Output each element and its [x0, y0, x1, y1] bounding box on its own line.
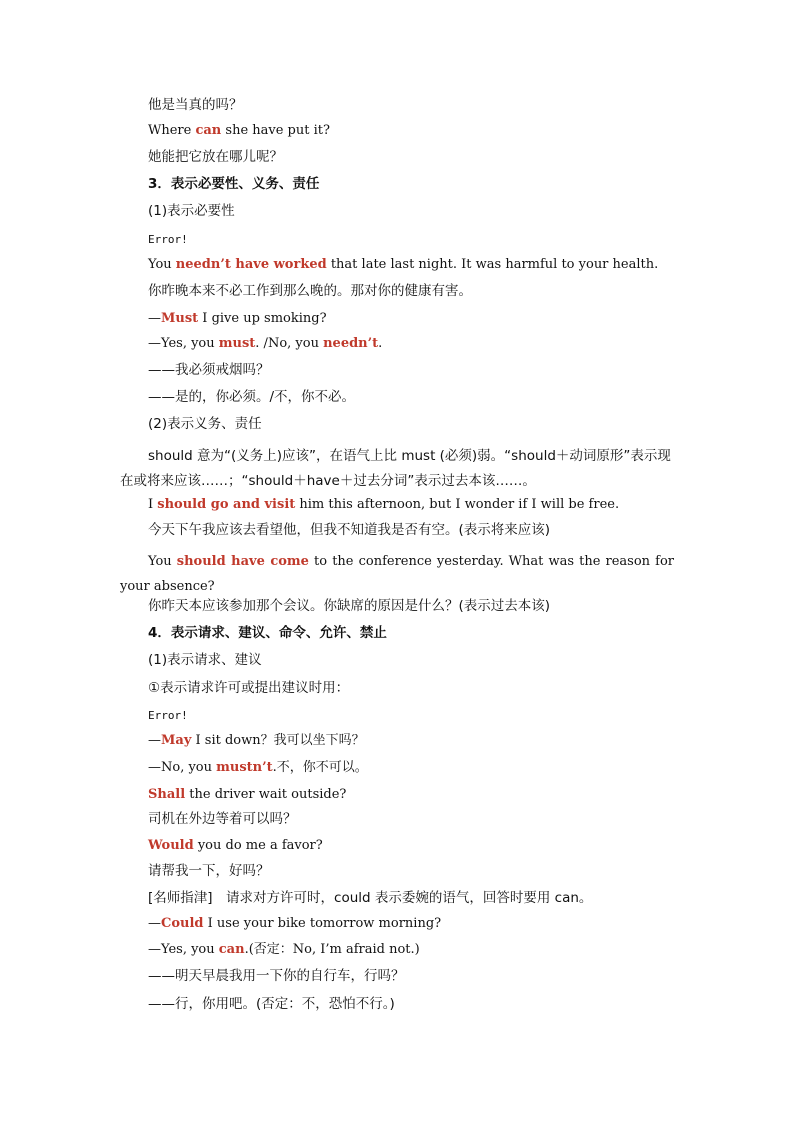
section-heading-4 — [148, 625, 387, 641]
error-marker-2 — [148, 708, 188, 724]
section-heading-3 — [148, 176, 319, 192]
text-segment: You — [148, 554, 177, 569]
text-segment: should 意为“(义务上)应该”，在语气上比 must (必须)弱。“should＋动词原形”表示现在或将来应该……；“should＋have＋过去分词”表示过去本该……。 — [120, 448, 671, 489]
line-2 — [148, 123, 330, 139]
text-segment: 4．表示请求、建议、命令、允许、禁止 — [148, 625, 387, 641]
text-segment: you do me a favor? — [193, 838, 323, 853]
highlighted-modal: May — [161, 733, 192, 748]
text-segment: 你昨晚本来不必工作到那么晚的。那对你的健康有害。 — [148, 283, 472, 299]
text-segment: 她能把它放在哪儿呢？ — [148, 149, 283, 165]
text-segment: —No, you — [148, 760, 217, 775]
text-segment: 今天下午我应该去看望他，但我不知道我是否有空。(表示将来应该) — [148, 522, 551, 538]
text-segment: .不，你不可以。 — [272, 760, 368, 775]
highlighted-modal: can — [218, 942, 245, 957]
text-segment: I give up smoking? — [198, 311, 327, 326]
subheading-request — [148, 652, 262, 668]
text-segment: ——行，你用吧。(否定：不，恐怕不行。) — [148, 996, 395, 1012]
line-24 — [148, 760, 368, 776]
highlighted-modal: Could — [161, 916, 204, 931]
text-segment: ——明天早晨我用一下你的自行车，行吗？ — [148, 968, 405, 984]
line-8 — [148, 283, 472, 299]
line-27 — [148, 838, 323, 854]
line-23 — [148, 733, 365, 749]
text-segment: (2)表示义务、责任 — [148, 416, 262, 432]
line-33 — [148, 996, 395, 1012]
text-segment: — — [148, 916, 161, 931]
text-segment: . — [378, 336, 383, 351]
line-32 — [148, 968, 405, 984]
text-segment: 你昨天本应该参加那个会议。你缺席的原因是什么？(表示过去本该) — [148, 598, 551, 614]
line-18 — [148, 598, 550, 614]
line-9 — [148, 311, 327, 327]
line-17 — [120, 549, 674, 599]
line-30 — [148, 916, 441, 932]
highlighted-modal: should go and visit — [157, 497, 296, 512]
text-segment: that late last night. It was harmful to your health. — [326, 257, 659, 272]
line-11 — [148, 362, 270, 378]
text-segment: ①表示请求许可或提出建议时用： — [148, 680, 350, 696]
highlighted-modal: Would — [148, 838, 194, 853]
text-segment: to the conference yesterday. What was the reason for your absence? — [120, 554, 674, 594]
highlighted-modal: Must — [161, 311, 199, 326]
highlighted-modal: should have come — [176, 554, 309, 569]
subheading-necessity — [148, 203, 235, 219]
text-segment: ——是的，你必须。/不，你不必。 — [148, 389, 356, 405]
line-1 — [148, 97, 243, 113]
text-segment: You — [148, 257, 176, 272]
text-segment: 他是当真的吗？ — [148, 97, 243, 113]
text-segment: ——我必须戒烟吗？ — [148, 362, 270, 378]
text-segment: Error! — [148, 709, 188, 722]
line-10 — [148, 336, 382, 352]
line-28 — [148, 863, 270, 879]
text-segment: [名师指津] 请求对方许可时，could 表示委婉的语气，回答时要用 can。 — [148, 890, 593, 906]
text-segment: . /No, you — [255, 336, 324, 351]
text-segment: 司机在外边等着可以吗？ — [148, 811, 297, 827]
line-31 — [148, 942, 420, 958]
text-segment: I — [148, 497, 158, 512]
text-segment: Where — [148, 123, 196, 138]
highlighted-modal: must — [218, 336, 256, 351]
line-3 — [148, 149, 283, 165]
line-7 — [148, 257, 658, 273]
line-12 — [148, 389, 355, 405]
line-26 — [148, 811, 297, 827]
highlighted-modal: can — [195, 123, 222, 138]
text-segment: — — [148, 311, 161, 326]
text-segment: 3．表示必要性、义务、责任 — [148, 176, 320, 192]
teacher-tip — [148, 890, 592, 906]
text-segment: (1)表示请求、建议 — [148, 652, 262, 668]
line-21 — [148, 680, 349, 696]
text-segment: (1)表示必要性 — [148, 203, 235, 219]
highlighted-modal: Shall — [148, 787, 186, 802]
line-15 — [148, 497, 619, 513]
text-segment: him this afternoon, but I wonder if I will be free. — [295, 497, 620, 512]
should-explanation — [120, 444, 674, 494]
text-segment: I use your bike tomorrow morning? — [203, 916, 442, 931]
text-segment: she have put it? — [221, 123, 330, 138]
line-25 — [148, 787, 346, 803]
text-segment: the driver wait outside? — [185, 787, 347, 802]
text-segment: —Yes, you — [148, 942, 219, 957]
text-segment: —Yes, you — [148, 336, 219, 351]
line-16 — [148, 522, 550, 538]
text-segment: — — [148, 733, 161, 748]
error-marker — [148, 232, 188, 248]
text-segment: .(否定：No, I’m afraid not.) — [244, 942, 420, 957]
text-segment: 请帮我一下，好吗？ — [148, 863, 270, 879]
text-segment: I sit down？我可以坐下吗？ — [191, 733, 365, 748]
highlighted-modal: mustn’t — [216, 760, 273, 775]
highlighted-modal: needn’t have worked — [175, 257, 327, 272]
subheading-obligation — [148, 416, 262, 432]
highlighted-modal: needn’t — [323, 336, 379, 351]
text-segment: Error! — [148, 233, 188, 246]
